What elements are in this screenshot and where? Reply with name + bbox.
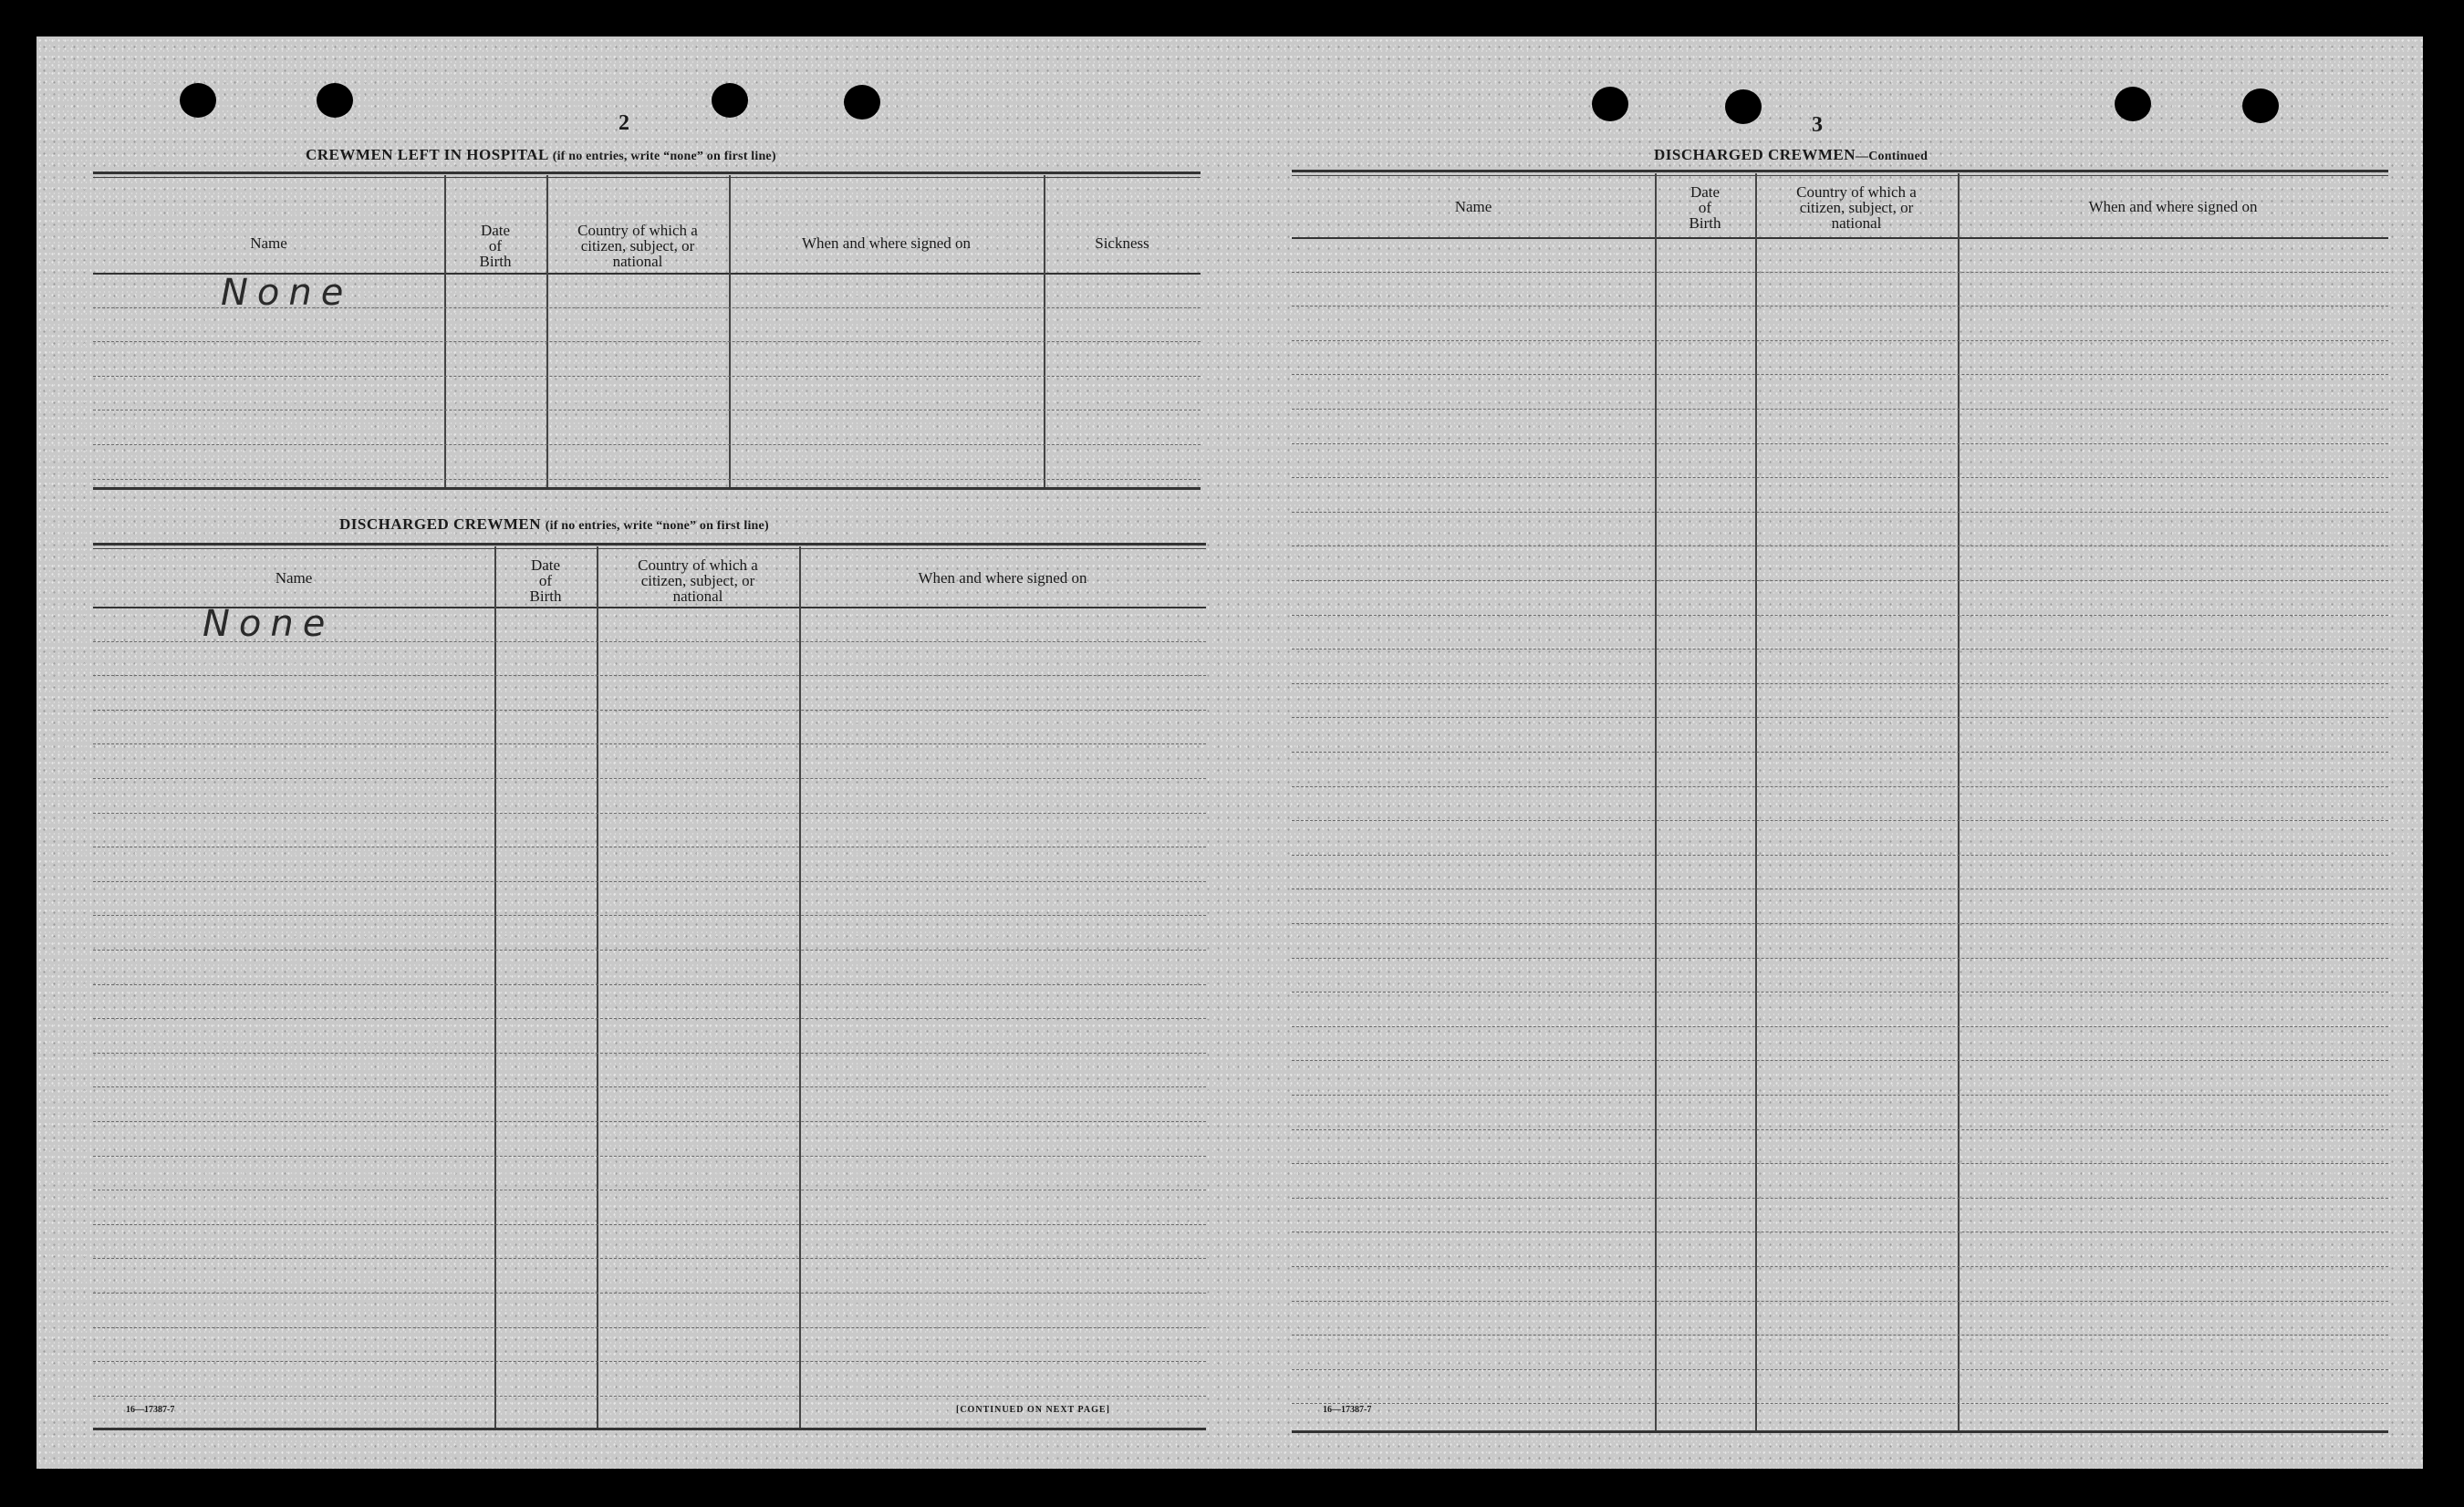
continued-note: [CONTINUED ON NEXT PAGE]	[956, 1405, 1110, 1415]
punch-hole	[1725, 89, 1762, 124]
hospital-section-title	[306, 146, 776, 164]
punch-hole	[1592, 87, 1628, 121]
hospital-table	[93, 171, 1201, 493]
row-rule	[93, 1293, 1206, 1294]
punch-hole	[180, 83, 216, 118]
punch-hole	[317, 83, 353, 118]
page-number-right: 3	[1812, 113, 1823, 137]
discharged-table	[93, 543, 1206, 1437]
column-divider	[1655, 173, 1657, 1432]
punch-hole	[712, 83, 748, 118]
page-number-left: 2	[619, 111, 629, 135]
col-header-name: Name	[1454, 198, 1492, 215]
row-rule	[1292, 1301, 2388, 1302]
row-rule	[93, 376, 1201, 377]
handwritten-entry: None	[221, 272, 353, 314]
discharged-section-title	[339, 515, 769, 534]
row-rule	[1292, 820, 2388, 821]
row-rule	[93, 778, 1206, 779]
row-rule	[93, 1327, 1206, 1328]
table-bottom-rule	[93, 1428, 1206, 1430]
column-divider	[546, 175, 548, 489]
row-rule	[93, 410, 1201, 411]
row-rule	[1292, 855, 2388, 856]
column-divider	[494, 546, 496, 1428]
form-number-left: 16—17387-7	[126, 1405, 175, 1415]
row-rule	[1292, 992, 2388, 993]
row-rule	[93, 950, 1206, 951]
punch-hole	[2115, 87, 2151, 121]
row-rule	[93, 341, 1201, 342]
col-header-sickness: Sickness	[1095, 234, 1149, 252]
row-rule	[93, 1086, 1206, 1087]
table-top-rule	[93, 543, 1206, 546]
row-rule	[93, 813, 1206, 814]
discharged-title-text: DISCHARGED CREWMEN	[339, 515, 542, 533]
row-rule	[1292, 1266, 2388, 1267]
row-rule	[1292, 1403, 2388, 1404]
row-rule	[93, 675, 1206, 676]
row-rule	[93, 1224, 1206, 1225]
row-rule	[93, 1018, 1206, 1019]
right-section-title	[1654, 146, 1928, 164]
discharged-instruction: (if no entries, write “none” on first line)	[545, 519, 769, 533]
row-rule	[1292, 1369, 2388, 1370]
column-divider	[799, 546, 801, 1428]
row-rule	[93, 1396, 1206, 1397]
row-rule	[93, 1361, 1206, 1362]
row-rule	[1292, 615, 2388, 616]
row-rule	[1292, 649, 2388, 650]
row-rule	[1292, 1129, 2388, 1130]
hospital-instruction: (if no entries, write “none” on first line)	[552, 150, 776, 163]
row-rule	[93, 1053, 1206, 1054]
row-rule	[1292, 477, 2388, 478]
col-header-name: Name	[275, 569, 313, 587]
row-rule	[93, 1121, 1206, 1122]
column-divider	[444, 175, 446, 489]
row-rule	[1292, 512, 2388, 513]
row-rule	[93, 710, 1206, 711]
col-header-country: Country of which a citizen, subject, or national	[638, 556, 758, 605]
row-rule	[1292, 683, 2388, 684]
col-header-signed-on: When and where signed on	[2088, 198, 2258, 215]
col-header-dob: Date of Birth	[529, 556, 562, 605]
hospital-title-text: CREWMEN LEFT IN HOSPITAL	[306, 146, 548, 163]
row-rule	[1292, 923, 2388, 924]
row-rule	[1292, 272, 2388, 273]
row-rule	[1292, 1026, 2388, 1027]
right-title-text: DISCHARGED CREWMEN	[1654, 146, 1856, 163]
row-rule	[1292, 1163, 2388, 1164]
discharged-continued-table	[1292, 170, 2388, 1438]
right-title-suffix: —Continued	[1856, 150, 1929, 163]
form-number-right: 16—17387-7	[1323, 1405, 1372, 1415]
header-rule	[1292, 237, 2388, 239]
row-rule	[1292, 580, 2388, 581]
col-header-dob: Date of Birth	[1689, 183, 1721, 232]
col-header-dob: Date of Birth	[479, 222, 512, 270]
row-rule	[93, 1258, 1206, 1259]
column-divider	[597, 546, 598, 1428]
column-divider	[1755, 173, 1757, 1432]
row-rule	[1292, 1198, 2388, 1199]
table-top-rule	[93, 171, 1201, 174]
row-rule	[1292, 409, 2388, 410]
punch-hole	[2242, 88, 2279, 123]
row-rule	[93, 984, 1206, 985]
row-rule	[93, 881, 1206, 882]
row-rule	[93, 743, 1206, 744]
col-header-country: Country of which a citizen, subject, or national	[1796, 183, 1917, 232]
row-rule	[1292, 1060, 2388, 1061]
table-bottom-rule	[93, 487, 1201, 490]
row-rule	[1292, 752, 2388, 753]
row-rule	[1292, 340, 2388, 341]
punch-hole	[844, 85, 880, 120]
manifest-sheet	[36, 36, 2423, 1469]
col-header-signed-on: When and where signed on	[801, 234, 972, 252]
row-rule	[93, 444, 1201, 445]
row-rule	[93, 1156, 1206, 1157]
row-rule	[1292, 958, 2388, 959]
col-header-name: Name	[250, 234, 287, 252]
column-divider	[1958, 173, 1960, 1432]
handwritten-entry: None	[203, 603, 335, 645]
row-rule	[1292, 717, 2388, 718]
col-header-country: Country of which a citizen, subject, or national	[577, 222, 698, 270]
table-top-rule	[1292, 170, 2388, 172]
row-rule	[1292, 306, 2388, 307]
column-divider	[729, 175, 731, 489]
table-bottom-rule	[1292, 1430, 2388, 1433]
row-rule	[93, 915, 1206, 916]
column-divider	[1044, 175, 1045, 489]
row-rule	[1292, 443, 2388, 444]
row-rule	[1292, 374, 2388, 375]
row-rule	[1292, 1335, 2388, 1336]
col-header-signed-on: When and where signed on	[918, 569, 1087, 587]
row-rule	[1292, 1095, 2388, 1096]
row-rule	[93, 479, 1201, 480]
row-rule	[1292, 786, 2388, 787]
